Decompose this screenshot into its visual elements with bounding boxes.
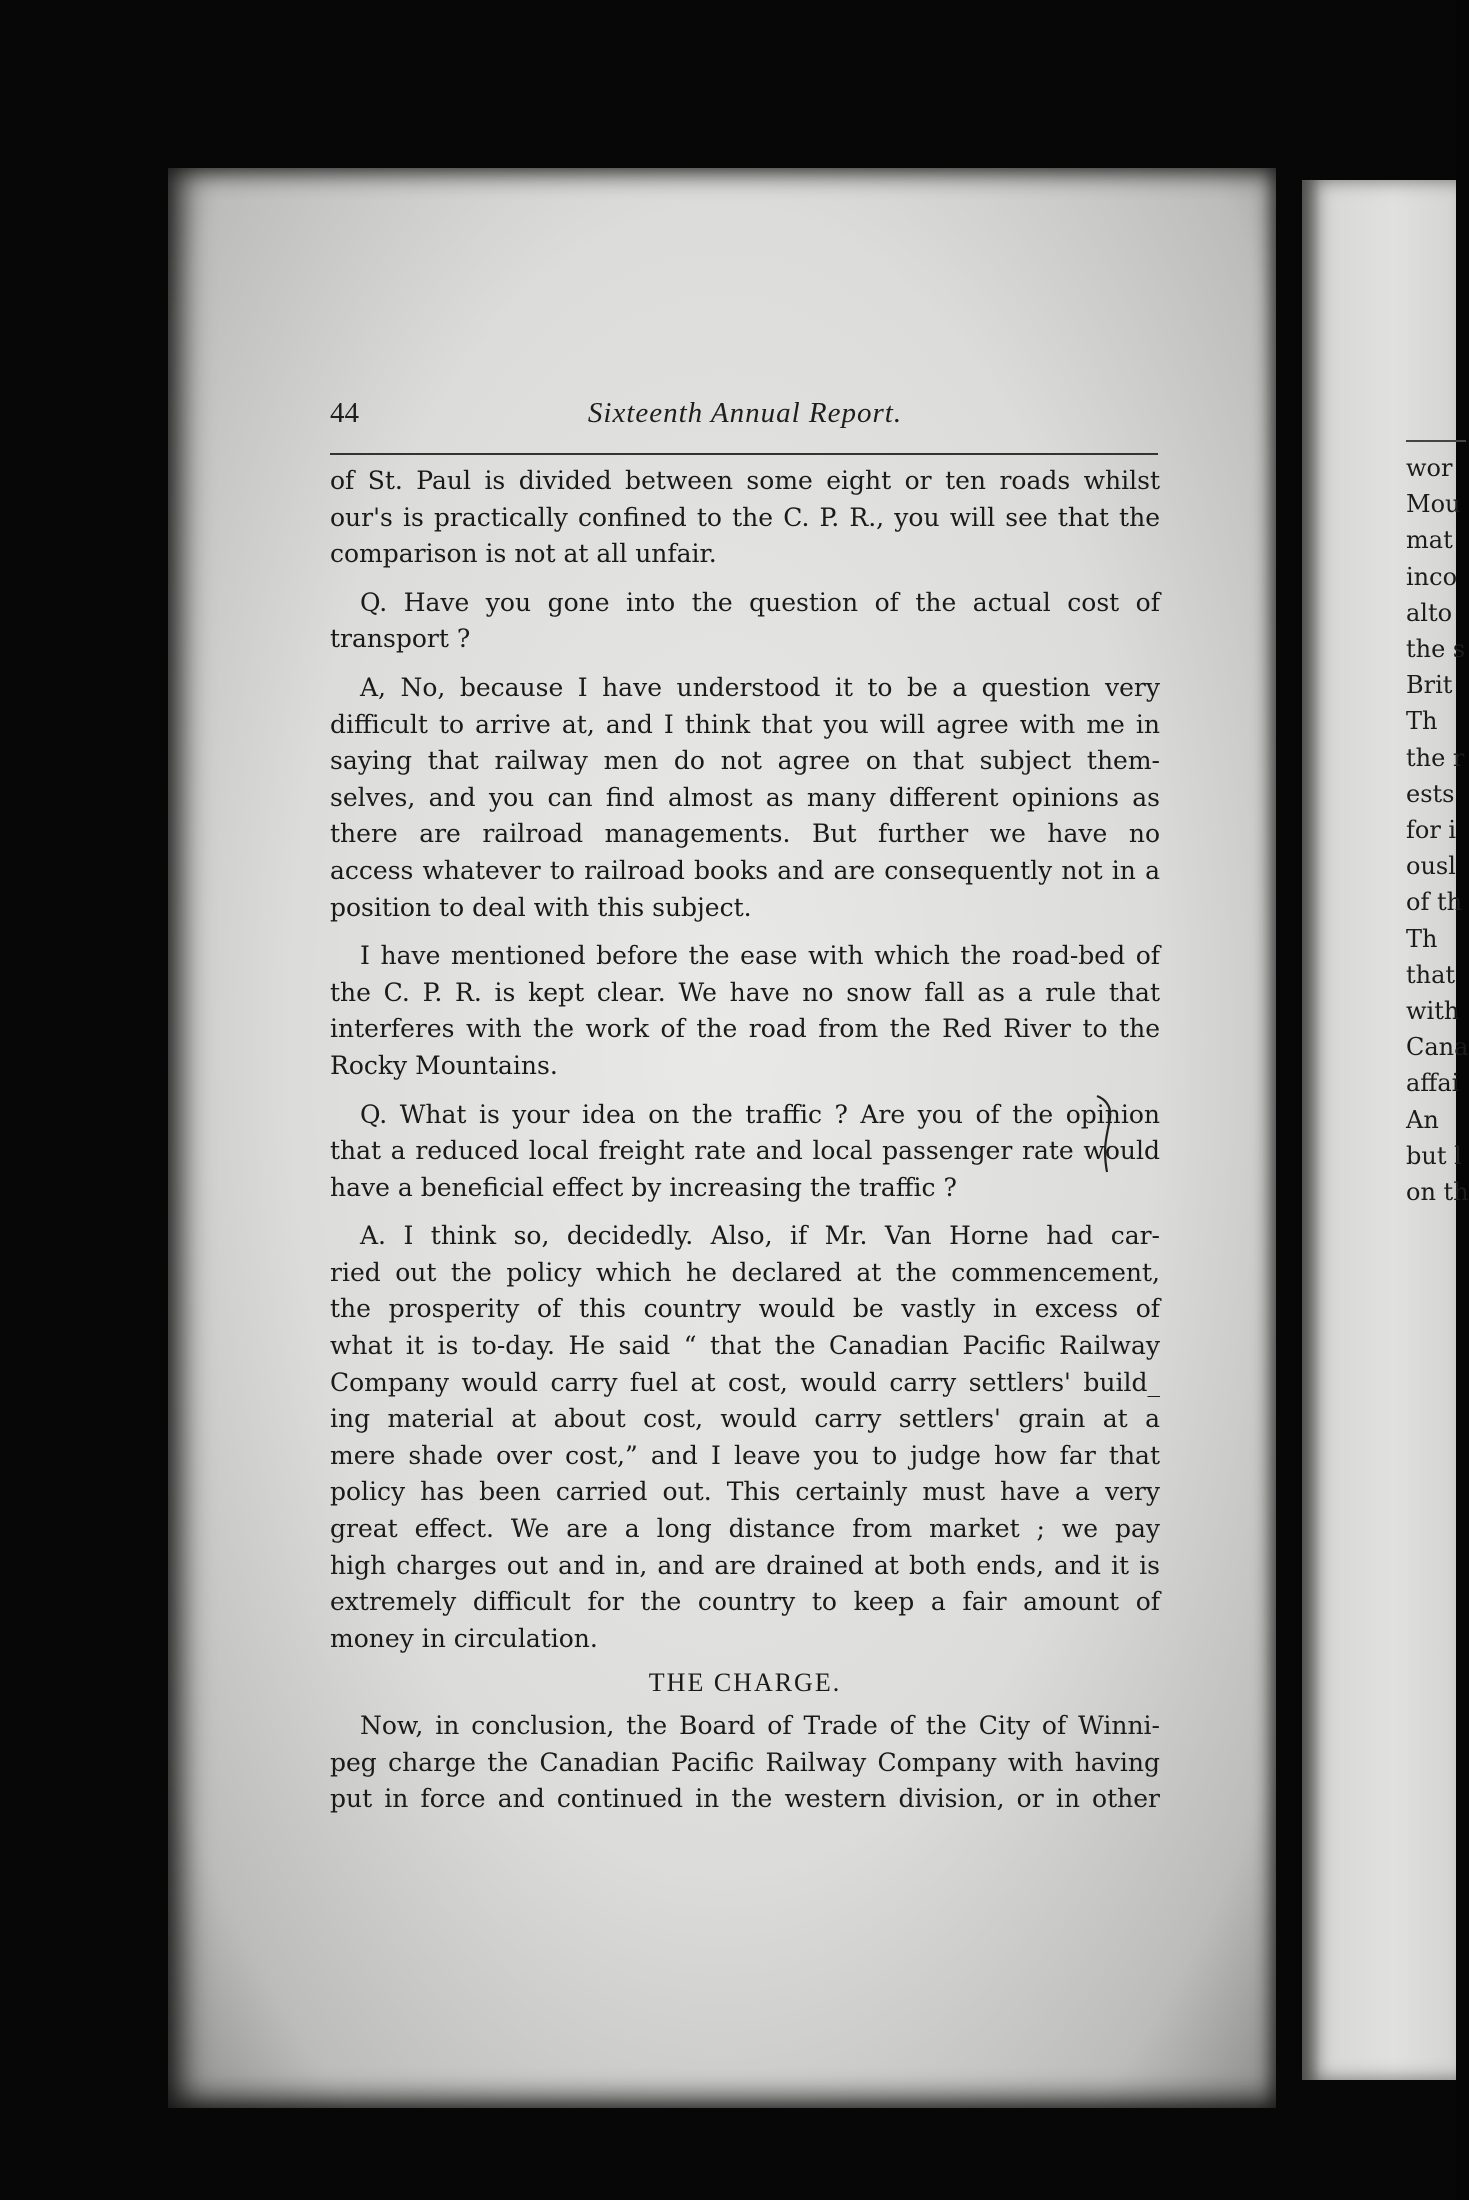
text-line: great effect. We are a long distance from market ; we pay (330, 1514, 1160, 1544)
facing-fragment: ests (1406, 779, 1455, 808)
facing-fragment: Cana (1406, 1033, 1469, 1062)
text-line: Now, in conclusion, the Board of Trade of the City of Winni- (360, 1711, 1160, 1740)
text-line: I have mentioned before the ease with which the road-bed of (360, 941, 1160, 971)
body-paragraphs (330, 463, 1160, 1657)
text-line: ing material at about cost, would carry settlers' grain at a (330, 1404, 1160, 1434)
facing-fragment: on th (1406, 1178, 1469, 1207)
facing-fragment: Th (1406, 924, 1438, 953)
paragraph (330, 1708, 1160, 1818)
section-heading: THE CHARGE. (648, 1668, 842, 1698)
page-number: 44 (330, 397, 359, 429)
facing-fragment: that (1406, 960, 1456, 989)
facing-fragment: inco (1406, 562, 1458, 591)
text-line: policy has been carried out. This certainly must have a very (330, 1477, 1160, 1507)
text-line: Rocky Mountains. (330, 1050, 558, 1080)
closing-paragraph (330, 1708, 1160, 1818)
text-line: comparison is not at all unfair. (330, 539, 717, 569)
text-line: high charges out and in, and are drained at both ends, and it is (330, 1550, 1160, 1580)
paragraph (330, 463, 1160, 573)
facing-fragment: An (1406, 1105, 1439, 1134)
text-line: transport ? (330, 624, 471, 654)
text-line: extremely difficult for the country to keep a fair amount of (330, 1587, 1160, 1617)
text-line: mere shade over cost,” and I leave you to judge how far that (330, 1440, 1160, 1470)
facing-fragment: of th (1406, 888, 1463, 917)
text-line: of St. Paul is divided between some eight or ten roads whilst (330, 466, 1160, 495)
paragraph (330, 938, 1160, 1084)
text-line: selves, and you can find almost as many different opinions as (330, 782, 1160, 812)
text-line: the prosperity of this country would be vastly in excess of (330, 1294, 1160, 1324)
paragraph (330, 1097, 1160, 1207)
text-line: what it is to-day. He said “ that the Canadian Pacific Railway (330, 1331, 1160, 1361)
facing-fragment: mat (1406, 526, 1453, 555)
text-line: saying that railway men do not agree on that subject them- (330, 746, 1160, 776)
facing-page-rule (1406, 440, 1466, 442)
facing-fragment: Mou (1406, 490, 1461, 519)
facing-fragment: Th (1406, 707, 1438, 736)
text-line: A. I think so, decidedly. Also, if Mr. Van Horne had car- (360, 1221, 1160, 1251)
text-line: difficult to arrive at, and I think that you will agree with me in (330, 709, 1160, 739)
facing-fragment: alto (1406, 598, 1453, 627)
text-line: Q. Have you gone into the question of the actual cost of (360, 587, 1160, 617)
text-line: our's is practically confined to the C. P. R., you will see that the (330, 502, 1160, 532)
facing-fragment: for i (1406, 816, 1457, 845)
paragraph (330, 1218, 1160, 1657)
facing-fragment: the s (1406, 635, 1466, 664)
facing-fragment: Brit (1406, 671, 1453, 700)
pen-mark-icon (1093, 1090, 1123, 1180)
text-line: position to deal with this subject. (330, 892, 752, 922)
text-line: ried out the policy which he declared at the commencement, (330, 1257, 1160, 1287)
facing-page-text (1406, 450, 1469, 1210)
left-page-text (330, 395, 1160, 1818)
text-line: A, No, because I have understood it to be a question very (360, 672, 1160, 702)
facing-fragment: but l (1406, 1141, 1462, 1170)
facing-fragment: wor (1406, 454, 1453, 482)
text-line: there are railroad managements. But further we have no (330, 819, 1160, 849)
text-line: have a beneficial effect by increasing the traffic ? (330, 1172, 957, 1202)
text-line: put in force and continued in the western division, or in other (330, 1784, 1160, 1814)
paragraph (330, 585, 1160, 658)
text-line: access whatever to railroad books and are consequently not in a (330, 855, 1160, 885)
facing-fragment: with (1406, 997, 1460, 1026)
text-line: peg charge the Canadian Pacific Railway Company with having (330, 1747, 1160, 1777)
text-line: Company would carry fuel at cost, would carry settlers' build_ (330, 1367, 1160, 1397)
paragraph (330, 670, 1160, 926)
running-head (330, 395, 1160, 435)
text-line: money in circulation. (330, 1623, 598, 1653)
facing-fragment: ousl (1406, 852, 1456, 881)
facing-fragment: affai (1406, 1069, 1460, 1098)
running-head-title: Sixteenth Annual Report. (587, 397, 903, 429)
facing-fragment: the r (1406, 743, 1465, 772)
text-line: the C. P. R. is kept clear. We have no snow fall as a rule that (330, 977, 1160, 1007)
text-line: interferes with the work of the road from the Red River to the (330, 1014, 1160, 1044)
text-line: that a reduced local freight rate and local passenger rate would (330, 1136, 1160, 1166)
text-line: Q. What is your idea on the traffic ? Are you of the opinion (360, 1099, 1160, 1129)
